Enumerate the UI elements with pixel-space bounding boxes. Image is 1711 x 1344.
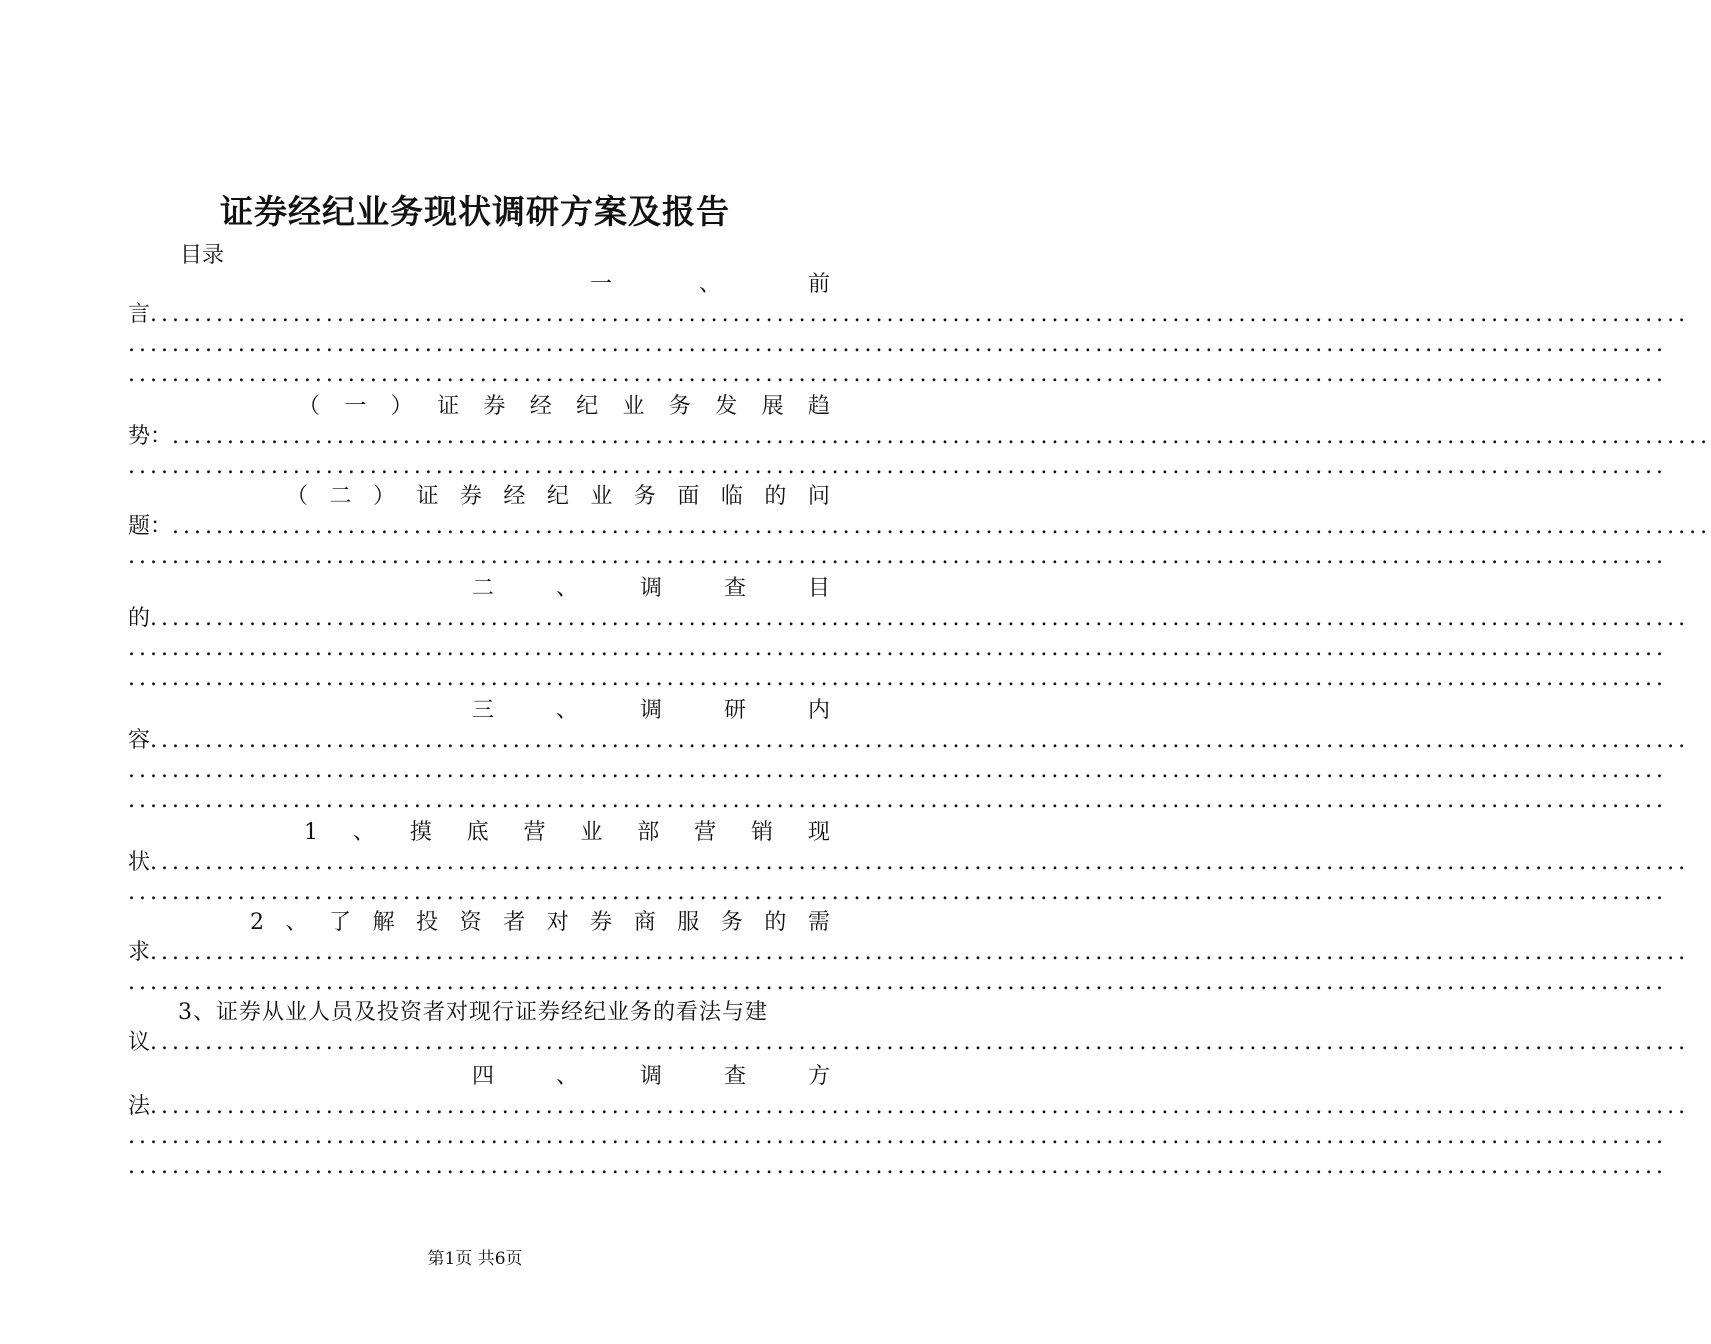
toc-entry-preface-heading[interactable]: 一 、 前 — [590, 272, 830, 297]
toc-entry-item1-leader: 状............................................................................................................................................ — [128, 850, 1690, 875]
toc-entry-purpose-heading[interactable]: 二 、 调 查 目 — [472, 576, 830, 601]
toc-entry-trend-leader: 势：............................................................................................................................................ — [128, 424, 1711, 449]
page-footer: 第1页 共6页 — [427, 1249, 523, 1269]
toc-entry-item2-leader: 求............................................................................................................................................ — [128, 940, 1690, 965]
dot-leader: ............................................................................................................................................ — [128, 544, 1668, 569]
toc-entry-item1-heading[interactable]: 1 、 摸 底 营 业 部 营 销 现 — [304, 820, 830, 845]
toc-entry-purpose-leader: 的............................................................................................................................................ — [128, 606, 1690, 631]
dot-leader: ............................................................................................................................................ — [128, 362, 1668, 387]
toc-entry-preface-leader: 言............................................................................................................................................ — [128, 302, 1690, 327]
dot-leader: ............................................................................................................................................ — [128, 666, 1668, 691]
dot-leader: ............................................................................................................................................ — [128, 970, 1668, 995]
toc-entry-item3-heading[interactable]: 3、证券从业人员及投资者对现行证券经纪业务的看法与建 — [178, 1000, 768, 1025]
document-title: 证券经纪业务现状调研方案及报告 — [220, 192, 730, 231]
dot-leader: ............................................................................................................................................ — [128, 758, 1668, 783]
dot-leader: ............................................................................................................................................ — [128, 1154, 1668, 1179]
toc-entry-problems-leader: 题：............................................................................................................................................ — [128, 514, 1711, 539]
toc-entry-item2-heading[interactable]: 2 、 了 解 投 资 者 对 券 商 服 务 的 需 — [250, 910, 830, 935]
dot-leader: ............................................................................................................................................ — [128, 1124, 1668, 1149]
dot-leader: ............................................................................................................................................ — [128, 880, 1668, 905]
toc-entry-method-leader: 法............................................................................................................................................ — [128, 1094, 1690, 1119]
toc-entry-content-leader: 容............................................................................................................................................ — [128, 728, 1690, 753]
toc-entry-problems-heading[interactable]: （ 二 ） 证 券 经 纪 业 务 面 临 的 问 — [286, 484, 830, 509]
toc-heading: 目录 — [180, 243, 225, 268]
dot-leader: ............................................................................................................................................ — [128, 332, 1668, 357]
toc-entry-trend-heading[interactable]: （ 一 ） 证 券 经 纪 业 务 发 展 趋 — [298, 394, 830, 419]
dot-leader: ............................................................................................................................................ — [128, 454, 1668, 479]
toc-entry-content-heading[interactable]: 三 、 调 研 内 — [472, 698, 830, 723]
toc-entry-item3-leader: 议............................................................................................................................................ — [128, 1030, 1690, 1055]
dot-leader: ............................................................................................................................................ — [128, 636, 1668, 661]
toc-entry-method-heading[interactable]: 四 、 调 查 方 — [472, 1064, 830, 1089]
dot-leader: ............................................................................................................................................ — [128, 788, 1668, 813]
